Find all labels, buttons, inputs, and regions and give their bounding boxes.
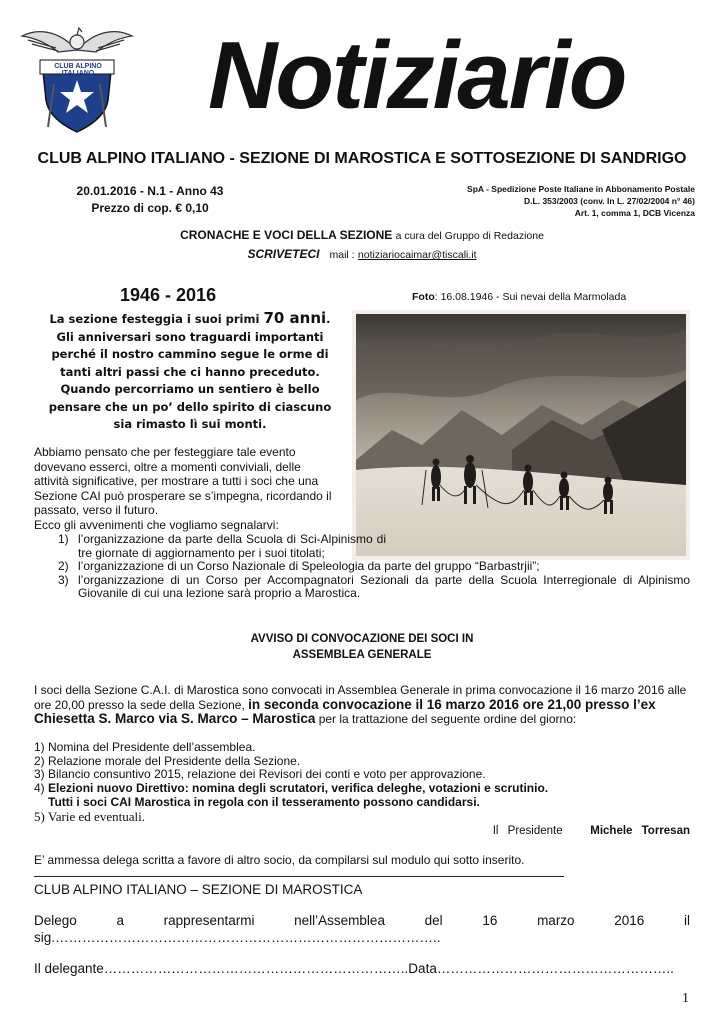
mail-label: mail : — [329, 249, 355, 261]
form-word: nell’Assemblea — [294, 913, 385, 928]
form-word: 2016 — [614, 913, 645, 928]
email-link[interactable]: notiziariocaimar@tiscali.it — [357, 249, 477, 261]
list-text: l’organizzazione di un Corso per Accompagnatori Sezionali da parte della Scuola Interregionale di Alpinismo Giovanile di cui una lezione sarà proprio a Marostica. — [78, 572, 690, 601]
agenda-item-note: Tutti i soci CAI Marostica in regola con il tesseramento possono candidarsi. — [48, 794, 480, 809]
agenda-number: 4) — [34, 781, 49, 796]
notice-line: AVVISO DI CONVOCAZIONE DEI SOCI IN — [250, 633, 474, 645]
form-word: Delego — [34, 913, 77, 928]
assembly-notice-title — [20, 631, 704, 663]
list-text: l’organizzazione da parte della Scuola di Sci-Alpinismo di tre giornate di aggiornamento per i suoi titolati; — [78, 532, 386, 560]
convocation-text: I soci della Sezione C.A.I. di Marostica sono convocati in Assemblea Generale in prima convocazione il 16 marzo 2016 alle ore 20,00 presso la sede della Sezione, — [34, 683, 687, 712]
contact-line — [20, 247, 704, 261]
convocation-text: per la trattazione del seguente ordine del giorno: — [315, 712, 577, 726]
list-text: l’organizzazione di un Corso Nazionale di Speleologia da parte del gruppo “Barbastrjii”; — [78, 559, 540, 574]
postal-line: D.L. 353/2003 (conv. In L. 27/02/2004 n° 46) — [524, 196, 695, 206]
anniversary-years: 1946 - 2016 — [120, 285, 217, 305]
president-label: Il Presidente — [492, 825, 563, 837]
historic-photo — [352, 310, 690, 560]
list-number: 2) — [58, 559, 69, 574]
cai-logo — [18, 22, 136, 138]
form-word: il — [684, 913, 690, 928]
agenda-text: Elezioni nuovo Direttivo: nomina degli scrutatori, verifica deleghe, votazioni e scrutinio. — [48, 781, 549, 796]
postal-line: Art. 1, comma 1, DCB Vicenza — [574, 208, 695, 218]
postal-info — [400, 183, 695, 219]
intro-line: Abbiamo pensato che per festeggiare tale evento — [34, 445, 296, 459]
celebration-line: Quando percorriamo un sentiero è bello — [60, 382, 320, 396]
photo-caption-text: : 16.08.1946 - Sui nevai della Marmolada — [434, 291, 627, 303]
section-heading — [20, 228, 704, 242]
form-word: rappresentarmi — [163, 913, 255, 928]
delegate-name-field[interactable]: sig.………………………………………………………………………….. — [34, 930, 441, 945]
celebration-line: Gli anniversari sono traguardi importanti — [56, 329, 324, 344]
notice-line: ASSEMBLEA GENERALE — [292, 649, 432, 661]
president-name: Michele Torresan — [590, 825, 690, 837]
celebration-line: pensare che un po’ dello spirito di ciascuno — [48, 399, 332, 414]
issue-date-number: 20.01.2016 - N.1 - Anno 43 — [76, 184, 224, 198]
list-item — [34, 574, 690, 601]
events-heading: Ecco gli avvenimenti che vogliamo segnalarvi: — [34, 518, 279, 532]
issue-info — [60, 183, 240, 217]
celebration-line: perché il nostro cammino segue le orme di — [51, 347, 329, 361]
intro-paragraph — [34, 445, 342, 518]
agenda-item — [34, 782, 690, 796]
form-header: CLUB ALPINO ITALIANO – SEZIONE DI MAROSTICA — [34, 882, 363, 897]
headline-anni: 70 anni — [263, 309, 327, 327]
headline-pre: La sezione festeggia i suoi primi — [49, 312, 264, 326]
form-word: marzo — [537, 913, 575, 928]
list-number: 1) — [58, 532, 69, 546]
president-signature — [470, 825, 690, 837]
celebration-headline — [34, 310, 346, 329]
delegation-note: E’ ammessa delega scritta a favore di altro socio, da compilarsi sul modulo qui sotto inserito. — [34, 853, 525, 867]
postal-line: SpA - Spedizione Poste Italiane in Abbonamento Postale — [467, 184, 695, 194]
intro-line: dovevano esserci, oltre a momenti conviviali, delle — [34, 459, 301, 474]
agenda-list — [34, 741, 690, 823]
list-item — [34, 560, 690, 574]
photo-caption — [412, 291, 626, 303]
page-number: 1 — [682, 991, 689, 1006]
masthead-title: Notiziario — [208, 22, 626, 129]
celebration-text — [34, 310, 346, 434]
section-byline: a cura del Gruppo di Redazione — [395, 230, 544, 242]
section-title: CRONACHE E VOCI DELLA SEZIONE — [180, 228, 393, 242]
logo-text: CLUB ALPINO ITALIANO — [54, 63, 102, 77]
agenda-item: 1) Nomina del Presidente dell’assemblea. — [34, 740, 256, 754]
events-list — [34, 533, 690, 601]
form-word: 16 — [482, 913, 498, 928]
agenda-item: 3) Bilancio consuntivo 2015, relazione dei Revisori dei conti e voto per approvazione. — [34, 767, 486, 782]
masthead-subtitle: CLUB ALPINO ITALIANO - SEZIONE DI MAROSTICA E SOTTOSEZIONE DI SANDRIGO — [37, 150, 687, 167]
issue-price: Prezzo di cop. € 0,10 — [91, 201, 209, 215]
celebration-line: tanti altri passi che ci hanno preceduto. — [60, 364, 320, 379]
convocation-paragraph — [34, 683, 690, 727]
agenda-item: 2) Relazione morale del Presidente della Sezione. — [34, 753, 301, 768]
convocation-bold: in seconda convocazione il 16 marzo 2016 ore 21,00 presso l’ex Chiesetta S. Marco via S. Marco – Marostica — [34, 696, 656, 726]
delegation-form-line — [34, 913, 690, 928]
intro-line: passato, verso il futuro. — [34, 503, 159, 518]
form-word: del — [424, 913, 443, 928]
headline-post: . — [326, 312, 331, 326]
list-number: 3) — [58, 572, 69, 587]
list-item — [34, 533, 386, 560]
intro-line: Sezione CAI può prosperare se s’impegna, ricordando il — [34, 488, 332, 503]
agenda-item: 5) Varie ed eventuali. — [34, 808, 145, 824]
divider — [34, 876, 564, 877]
intro-line: attività significative, per mostrare a tutti i soci che una — [34, 474, 319, 489]
celebration-line: sia rimasto lì sui monti. — [113, 417, 267, 431]
delegator-date-field[interactable]: Il delegante…………………………………………………………..Data…………………………………………….. — [34, 961, 674, 976]
write-label: SCRIVETECI — [247, 247, 320, 261]
form-word: a — [116, 913, 124, 928]
photo-caption-label: Foto — [412, 291, 435, 303]
